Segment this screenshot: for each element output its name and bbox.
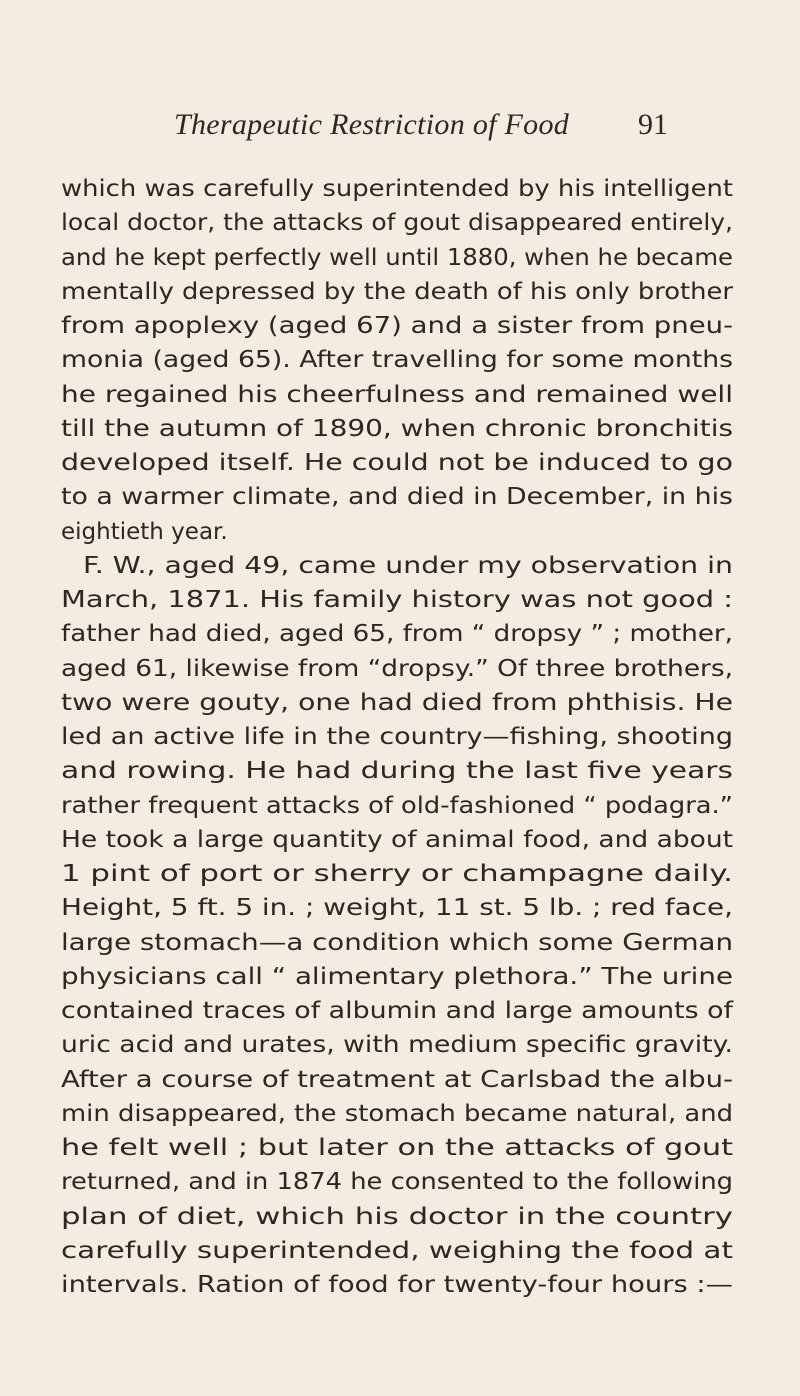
book-page: Therapeutic Restriction of Food 91 which was carefully superintended by his intelligent local doctor, the attacks of gout disappeared entirely, and he kept perfectly well until 1880, when he became mentally depressed by the death of his only brother from apoplexy (aged 67) and a sister from pneu- monia (aged 65). After travelling for some months he regained his cheerfulness and remained well till the autumn of 1890, when chronic bronchitis developed itself. He could not be induced to go to a warmer climate, and died in December, in his eightieth year. F. W., aged 49, came under my observation in March, 1871. His family history was not good : father had died, aged 65, from “ dropsy ” ; mother, aged 61, likewise from “dropsy.” Of three brothers, two were gouty, one had died from phthisis. He led an active life in the country—fishing, shooting and rowing. He had during the last five years rather frequent attacks of old-fashioned “ podagra.” He took a large quantity of animal food, and about 1 pint of port or sherry or champagne daily. Height, 5 ft. 5 in. ; weight, 11 st. 5 lb. ; red face, large stomach—a condition which some German physicians call “ alimentary plethora.” The urine contained traces of albumin and large amounts of uric acid and urates, with medium specific gravity. After a course of treatment at Carlsbad the albu- min disappeared, the stomach became natural, and he felt well ; but later on the attacks of gout returned, and in 1874 he consented to the following plan of diet, which his doctor in the country carefully superintended, weighing the food at intervals. Ration of food for twenty-four hours :—: [0, 0, 800, 1396]
running-head: [0, 108, 800, 148]
running-title: Therapeutic Restriction of Food: [174, 108, 570, 141]
page-number: 91: [638, 108, 668, 141]
